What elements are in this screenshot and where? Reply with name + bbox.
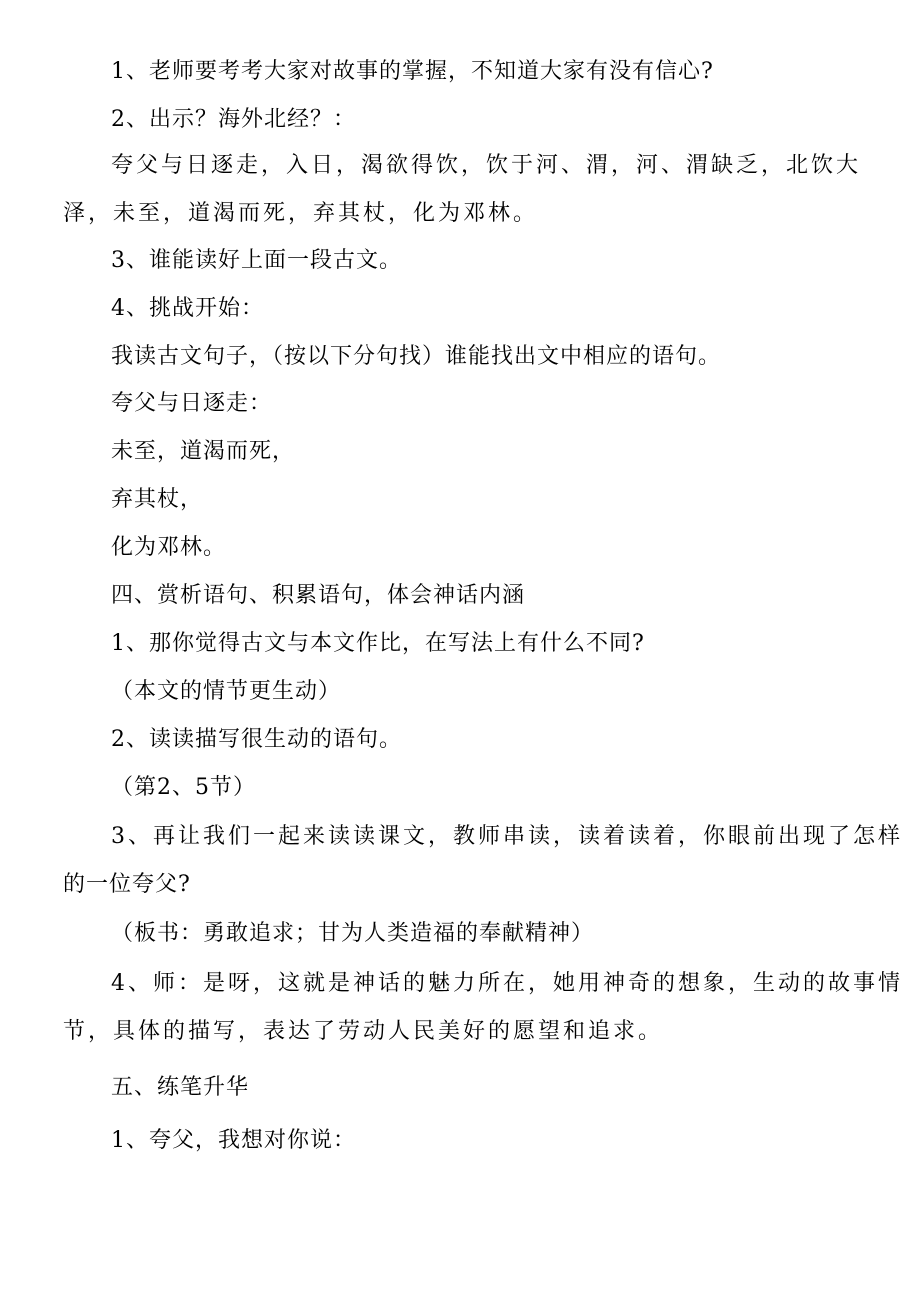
text-line-6: 4、挑战开始： xyxy=(111,296,264,321)
text-line-19: （板书：勇敢追求；甘为人类造福的奉献精神） xyxy=(111,921,595,946)
text-line-16: （第2、5节） xyxy=(111,775,256,800)
text-line-3: 夸父与日逐走，入日，渴欲得饮，饮于河、渭，河、渭缺乏，北饮大 xyxy=(111,153,862,178)
text-line-13: 1、那你觉得古文与本文作比，在写法上有什么不同? xyxy=(111,631,645,656)
text-line-2: 2、出示？海外北经？： xyxy=(111,107,356,132)
text-line-7: 我读古文句子，（按以下分句找）谁能找出文中相应的语句。 xyxy=(111,344,722,369)
section-heading-5: 五、练笔升华 xyxy=(111,1075,250,1100)
text-line-21: 节，具体的描写，表达了劳动人民美好的愿望和追求。 xyxy=(63,1019,664,1044)
text-line-23: 1、夸父，我想对你说： xyxy=(111,1128,356,1153)
text-line-1: 1、老师要考考大家对故事的掌握，不知道大家有没有信心? xyxy=(111,59,714,84)
text-line-20: 4、师：是呀，这就是神话的魅力所在，她用神奇的想象，生动的故事情 xyxy=(111,971,903,996)
text-line-10: 弃其杖， xyxy=(111,487,204,512)
text-line-9: 未至，道渴而死， xyxy=(111,439,296,464)
text-line-15: 2、读读描写很生动的语句。 xyxy=(111,727,402,752)
text-line-4: 泽，未至，道渴而死，弃其杖，化为邓林。 xyxy=(63,201,539,226)
text-line-14: （本文的情节更生动） xyxy=(111,679,342,704)
text-line-11: 化为邓林。 xyxy=(111,535,227,560)
text-line-5: 3、谁能读好上面一段古文。 xyxy=(111,248,402,273)
text-line-17: 3、再让我们一起来读读课文，教师串读，读着读着，你眼前出现了怎样 xyxy=(111,824,903,849)
section-heading-4: 四、赏析语句、积累语句，体会神话内涵 xyxy=(111,583,526,608)
text-line-8: 夸父与日逐走： xyxy=(111,391,273,416)
text-line-18: 的一位夸父? xyxy=(63,872,191,897)
